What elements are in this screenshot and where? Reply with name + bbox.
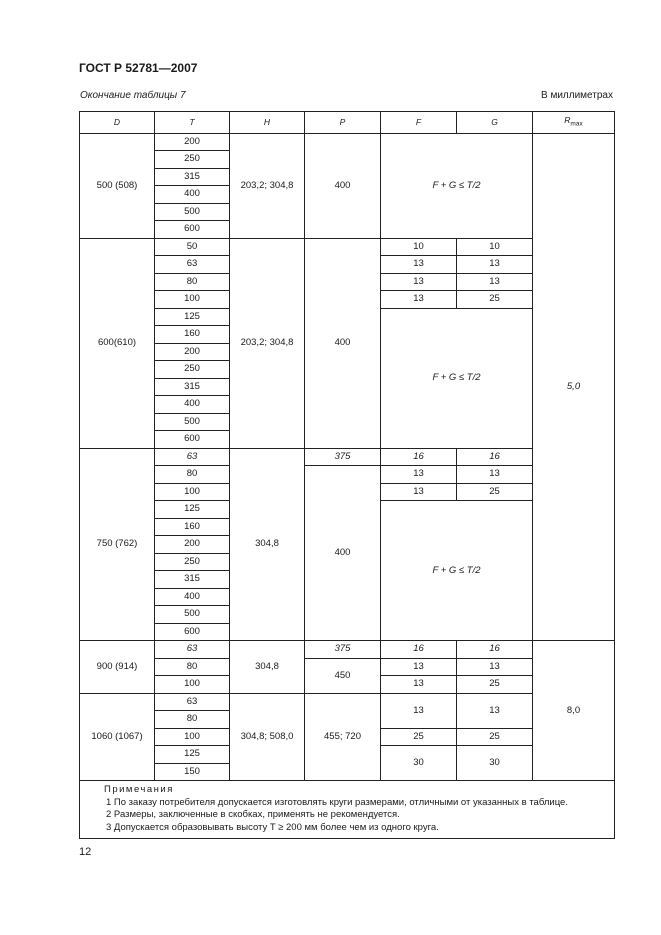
cell-p: 455; 720 <box>305 693 381 781</box>
note-item: 2 Размеры, заключенные в скобках, применять не рекомендуется. <box>106 809 400 821</box>
col-header-d: D <box>80 112 155 134</box>
document-header: ГОСТ Р 52781—2007 <box>79 61 198 75</box>
cell-f: 13 <box>381 256 457 274</box>
cell-p: 400 <box>305 238 381 448</box>
cell-f: 13 <box>381 676 457 694</box>
cell-g: 13 <box>457 658 533 676</box>
cell-f: 30 <box>381 746 457 781</box>
cell-formula: F + G ≤ T/2 <box>381 308 533 448</box>
cell-g: 16 <box>457 641 533 659</box>
cell-t: 315 <box>155 168 230 186</box>
col-header-t: T <box>155 112 230 134</box>
cell-t: 63 <box>155 256 230 274</box>
cell-f: 10 <box>381 238 457 256</box>
cell-g: 30 <box>457 746 533 781</box>
cell-d: 900 (914) <box>80 641 155 694</box>
cell-g: 25 <box>457 483 533 501</box>
col-header-r: $R_{max}$ <box>533 112 615 134</box>
cell-t: 250 <box>155 151 230 169</box>
notes-cell <box>80 781 615 839</box>
cell-t: 100 <box>155 728 230 746</box>
dimensions-table <box>79 111 615 839</box>
cell-d: 750 (762) <box>80 448 155 641</box>
cell-g: 13 <box>457 466 533 484</box>
cell-t: 125 <box>155 746 230 764</box>
cell-t: 600 <box>155 431 230 449</box>
cell-p: 375 <box>305 641 381 659</box>
cell-t: 160 <box>155 518 230 536</box>
cell-t: 125 <box>155 308 230 326</box>
cell-t: 80 <box>155 273 230 291</box>
units-caption: В миллиметрах <box>541 90 613 101</box>
note-item: 3 Допускается образовывать высоту T ≥ 200 мм более чем из одного круга. <box>106 821 439 833</box>
col-header-f: F <box>381 112 457 134</box>
cell-h: 203,2; 304,8 <box>230 133 305 238</box>
cell-f: 13 <box>381 658 457 676</box>
table-caption: Окончание таблицы 7 <box>80 90 186 101</box>
cell-t: 200 <box>155 343 230 361</box>
cell-t: 125 <box>155 501 230 519</box>
cell-p: 375 <box>305 448 381 466</box>
cell-t: 80 <box>155 466 230 484</box>
cell-t: 50 <box>155 238 230 256</box>
cell-h: 304,8; 508,0 <box>230 693 305 781</box>
notes-row <box>80 781 615 839</box>
cell-t: 80 <box>155 658 230 676</box>
cell-t: 100 <box>155 483 230 501</box>
cell-f: 13 <box>381 466 457 484</box>
cell-h: 203,2; 304,8 <box>230 238 305 448</box>
cell-g: 25 <box>457 728 533 746</box>
cell-g: 13 <box>457 273 533 291</box>
cell-p: 400 <box>305 466 381 641</box>
cell-f: 16 <box>381 641 457 659</box>
cell-t: 250 <box>155 553 230 571</box>
cell-formula: F + G ≤ T/2 <box>381 133 533 238</box>
cell-t: 160 <box>155 326 230 344</box>
col-header-p: P <box>305 112 381 134</box>
cell-t: 500 <box>155 413 230 431</box>
page-number: 12 <box>79 846 92 858</box>
cell-f: 16 <box>381 448 457 466</box>
cell-g: 10 <box>457 238 533 256</box>
table-row <box>80 133 615 151</box>
cell-t: 400 <box>155 588 230 606</box>
cell-g: 25 <box>457 676 533 694</box>
note-item: 1 По заказу потребителя допускается изготовлять круги размерами, отличными от указанных в таблице. <box>106 796 568 808</box>
cell-f: 13 <box>381 483 457 501</box>
cell-g: 13 <box>457 256 533 274</box>
cell-t: 600 <box>155 623 230 641</box>
cell-h: 304,8 <box>230 448 305 641</box>
cell-f: 13 <box>381 291 457 309</box>
cell-d: 1060 (1067) <box>80 693 155 781</box>
cell-r: 5,0 <box>533 133 615 641</box>
col-header-g: G <box>457 112 533 134</box>
cell-t: 200 <box>155 133 230 151</box>
cell-t: 100 <box>155 676 230 694</box>
cell-f: 25 <box>381 728 457 746</box>
cell-g: 16 <box>457 448 533 466</box>
cell-f: 13 <box>381 693 457 728</box>
cell-h: 304,8 <box>230 641 305 694</box>
cell-t: 63 <box>155 641 230 659</box>
cell-t: 315 <box>155 378 230 396</box>
cell-d: 500 (508) <box>80 133 155 238</box>
cell-d: 600(610) <box>80 238 155 448</box>
cell-t: 400 <box>155 186 230 204</box>
cell-g: 13 <box>457 693 533 728</box>
cell-p: 450 <box>305 658 381 693</box>
notes-title: Примечания <box>104 784 174 796</box>
cell-t: 150 <box>155 763 230 781</box>
cell-r: 8,0 <box>533 641 615 781</box>
cell-p: 400 <box>305 133 381 238</box>
table-header-row <box>80 112 615 134</box>
cell-f: 13 <box>381 273 457 291</box>
cell-t: 500 <box>155 203 230 221</box>
cell-t: 63 <box>155 693 230 711</box>
table-row <box>80 641 615 659</box>
cell-t: 100 <box>155 291 230 309</box>
cell-t: 250 <box>155 361 230 379</box>
cell-t: 80 <box>155 711 230 729</box>
cell-t: 63 <box>155 448 230 466</box>
cell-t: 315 <box>155 571 230 589</box>
cell-t: 200 <box>155 536 230 554</box>
cell-formula: F + G ≤ T/2 <box>381 501 533 641</box>
col-header-h: H <box>230 112 305 134</box>
cell-t: 500 <box>155 606 230 624</box>
cell-t: 600 <box>155 221 230 239</box>
cell-g: 25 <box>457 291 533 309</box>
cell-t: 400 <box>155 396 230 414</box>
